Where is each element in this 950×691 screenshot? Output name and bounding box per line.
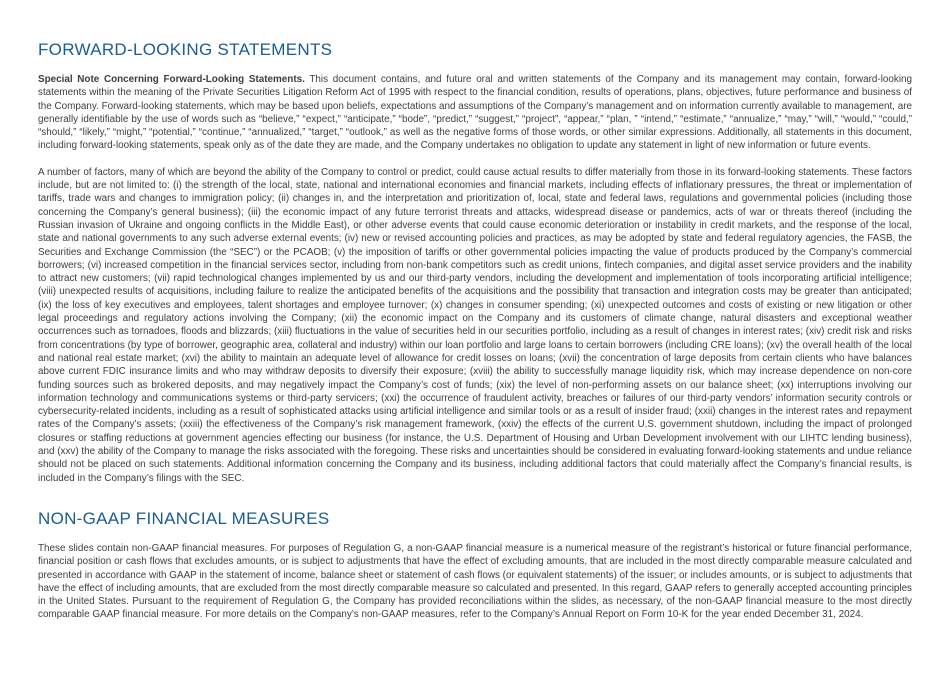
paragraph-non-gaap: These slides contain non-GAAP financial measures. For purposes of Regulation G, a non-GAAP financial measure is a numerical measure of the registrant’s historical or future financial performance, financial position or cash flows that excludes amounts, or is subject to adjustments that have the effect of excluding amounts, that are included in the most directly comparable measure calculated and presented in accordance with GAAP in the statement of income, balance sheet or statement of cash flows (or equivalent statements) of the issuer; or includes amounts, or is subject to adjustments that have the effect of including amounts, that are excluded from the most directly comparable measure so calculated and presented. In this regard, GAAP refers to generally accepted accounting principles in the United States. Pursuant to the requirement of Regulation G, the Company has provided reconciliations within the slides, as necessary, of the non-GAAP financial measure to the most directly comparable GAAP financial measure. For more details on the Company’s non-GAAP measures, refer to the Company’s Annual Report on Form 10-K for the year ended December 31, 2024.	[38, 542, 912, 621]
paragraph-special-note-lead: Special Note Concerning Forward-Looking Statements.	[38, 74, 305, 85]
section-heading-forward-looking-statements: FORWARD-LOOKING STATEMENTS	[38, 40, 333, 59]
paragraph-special-note	[38, 73, 912, 153]
section-heading-non-gaap-measures: NON-GAAP FINANCIAL MEASURES	[38, 508, 330, 528]
paragraph-special-note-body: This document contains, and future oral and written statements of the Company and its management may contain, forward-looking statements within the meaning of the Private Securities Litigation Reform Act of 1995 with respect to the financial condition, results of operations, plans, objectives, future performance and business of the Company. Forward-looking statements, which may be based upon beliefs, expectations and assumptions of the Company’s management and on information currently available to management, are generally identifiable by the use of words such as “believe,” “expect,” “anticipate,” “bode”, “predict,” “suggest,” “project”, “appear,” “plan, ” “intend,” “estimate,” “annualize,” “may,” “will,” “would,” “could,” “should,” “likely,” “might,” “potential,” “continue,” “annualized,” “target,” “outlook,” as well as the negative forms of those words, or other similar expressions. Additionally, all statements in this document, including forward-looking statements, speak only as of the date they are made, and the Company undertakes no obligation to update any statement in light of new information or future events.	[38, 74, 912, 152]
paragraph-risk-factors: A number of factors, many of which are beyond the ability of the Company to control or predict, could cause actual results to differ materially from those in its forward-looking statements. These factors include, but are not limited to: (i) the strength of the local, state, national and international economies and financial markets, including effects of inflationary pressures, the threat or implementation of tariffs, trade wars and changes to immigration policy; (ii) changes in, and the interpretation and prioritization of, local, state and federal laws, regulations and governmental policies (including those concerning the Company’s general business); (iii) the economic impact of any future terrorist threats and attacks, widespread disease or pandemics, acts of war or threats thereof (including the Russian invasion of Ukraine and ongoing conflicts in the Middle East), or other adverse events that could cause economic deterioration or instability in credit markets, and the response of the local, state and national governments to any such adverse external events; (iv) new or revised accounting policies and practices, as may be adopted by state and federal regulatory agencies, the FASB, the Securities and Exchange Commission (the “SEC”) or the PCAOB; (v) the imposition of tariffs or other governmental policies impacting the value of products produced by the Company’s commercial borrowers; (vi) increased competition in the financial services sector, including from non-bank competitors such as credit unions, fintech companies, and digital asset service providers and the inability to attract new customers; (vii) rapid technological changes implemented by us and our third-party vendors, including the development and implementation of tools incorporating artificial intelligence; (viii) unexpected results of acquisitions, including failure to realize the anticipated benefits of the acquisitions and the possibility that transaction and integration costs may be greater than anticipated; (ix) the loss of key executives and employees, talent shortages and employee turnover; (x) changes in consumer spending; (xi) unexpected outcomes and costs of existing or new litigation or other legal proceedings and regulatory actions involving the Company; (xii) the economic impact on the Company and its customers of climate change, natural disasters and exceptional weather occurrences such as tornadoes, floods and blizzards; (xiii) fluctuations in the value of securities held in our securities portfolio, including as a result of changes in interest rates; (xiv) credit risk and risks from concentrations (by type of borrower, geographic area, collateral and industry) within our loan portfolio and large loans to certain borrowers (including CRE loans); (xv) the overall health of the local and national real estate market; (xvi) the ability to maintain an adequate level of allowance for credit losses on loans; (xvii) the concentration of large deposits from certain clients who have balances above current FDIC insurance limits and who may withdraw deposits to diversify their exposure; (xviii) the ability to successfully manage liquidity risk, which may increase dependence on non-core funding sources such as brokered deposits, and may negatively impact the Company’s cost of funds; (xix) the level of non-performing assets on our balance sheet; (xx) interruptions involving our information technology and communications systems or third-party servicers; (xxi) the occurrence of fraudulent activity, breaches or failures of our third-party vendors’ information security controls or cybersecurity-related incidents, including as a result of sophisticated attacks using artificial intelligence and similar tools or as a result of insider fraud; (xxii) changes in the interest rates and repayment rates of the Company’s assets; (xxiii) the effectiveness of the Company’s risk management framework, (xxiv) the effects of the current U.S. government shutdown, including the impact of prolonged closures or staffing reductions at government agencies effecting our business (for instance, the U.S. Department of Housing and Urban Development involvement with our LIHTC lending business), and (xxv) the ability of the Company to manage the risks associated with the foregoing. These risks and uncertainties should be considered in evaluating forward-looking statements and undue reliance should not be placed on such statements. Additional information concerning the Company and its business, including additional factors that could materially affect the Company’s financial results, is included in the Company’s filings with the SEC.	[38, 166, 912, 484]
